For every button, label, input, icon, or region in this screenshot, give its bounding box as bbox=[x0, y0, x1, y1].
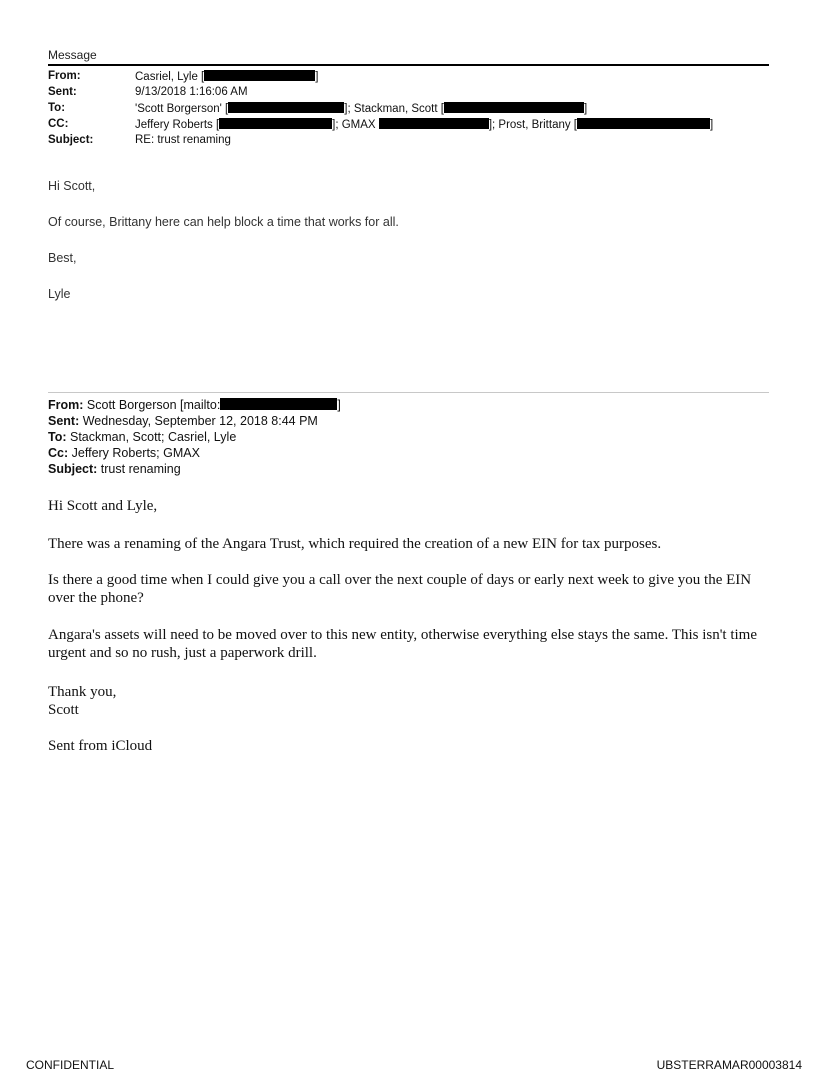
header-divider bbox=[48, 64, 769, 66]
quoted-cc-row bbox=[48, 446, 200, 460]
quoted-subject-value: trust renaming bbox=[100, 462, 181, 476]
quoted-sent-value: Wednesday, September 12, 2018 8:44 PM bbox=[82, 414, 318, 428]
header-to-recipient-1: 'Scott Borgerson' [ bbox=[135, 103, 229, 115]
redaction-bar bbox=[220, 398, 337, 410]
quote-separator bbox=[48, 392, 769, 393]
quoted-thanks: Thank you, bbox=[48, 684, 117, 700]
redaction-bar bbox=[204, 70, 315, 81]
redaction-bar bbox=[219, 118, 332, 129]
quoted-subject-key: Subject: bbox=[48, 462, 98, 476]
footer-bates-number: UBSTERRAMAR00003814 bbox=[656, 1058, 802, 1072]
reply-signoff: Best, bbox=[48, 251, 77, 265]
redaction-bar bbox=[228, 102, 344, 113]
quoted-sent-key: Sent: bbox=[48, 414, 80, 428]
header-sent-row bbox=[48, 86, 778, 102]
header-from-row: From: Casriel, Lyle [ ] bbox=[48, 70, 319, 83]
header-subject-value: RE: trust renaming bbox=[135, 134, 231, 146]
header-to-recipient-2: ]; Stackman, Scott [ bbox=[344, 103, 444, 115]
header-sent-key: Sent: bbox=[48, 86, 77, 98]
quoted-sent-row bbox=[48, 414, 318, 428]
quoted-to-row bbox=[48, 430, 236, 444]
quoted-paragraph-1: There was a renaming of the Angara Trust, which required the creation of a new EIN for tax purposes. bbox=[48, 536, 662, 552]
header-subject-key: Subject: bbox=[48, 134, 94, 146]
quoted-paragraph-2: Is there a good time when I could give you a call over the next couple of days or early next week to give you the EIN over the phone? bbox=[48, 572, 752, 606]
header-to-row: To: 'Scott Borgerson' [ ]; Stackman, Scott [ ] bbox=[48, 102, 588, 115]
header-cc-recipient-2: ]; GMAX bbox=[332, 119, 376, 131]
header-cc-row: CC: Jeffery Roberts [ ]; GMAX ]; Prost, Brittany [ ] bbox=[48, 118, 714, 131]
header-sent-value: 9/13/2018 1:16:06 AM bbox=[135, 86, 248, 98]
quoted-cc-key: Cc: bbox=[48, 446, 69, 460]
quoted-paragraph-3: Angara's assets will need to be moved over to this new entity, otherwise everything else stays the same. This isn't time urgent and so no rush, just a paperwork drill. bbox=[48, 627, 758, 661]
message-label: Message bbox=[48, 48, 97, 62]
quoted-greeting: Hi Scott and Lyle, bbox=[48, 498, 158, 514]
header-cc-recipient-3: ]; Prost, Brittany [ bbox=[488, 119, 578, 131]
redaction-bar bbox=[379, 118, 489, 129]
quoted-from-row: From: Scott Borgerson [mailto: ] bbox=[48, 398, 341, 412]
quoted-to-key: To: bbox=[48, 430, 67, 444]
redaction-bar bbox=[444, 102, 584, 113]
reply-name: Lyle bbox=[48, 287, 71, 301]
header-from-key: From: bbox=[48, 70, 81, 82]
quoted-from-key: From: bbox=[48, 398, 84, 412]
quoted-from-value: Scott Borgerson [mailto: bbox=[86, 398, 221, 412]
footer-confidential: CONFIDENTIAL bbox=[26, 1058, 115, 1072]
reply-line: Of course, Brittany here can help block a time that works for all. bbox=[48, 215, 399, 229]
header-to-key: To: bbox=[48, 102, 66, 114]
quoted-subject-row bbox=[48, 462, 181, 476]
redaction-bar bbox=[577, 118, 710, 129]
quoted-to-value: Stackman, Scott; Casriel, Lyle bbox=[70, 430, 237, 444]
quoted-signature: Scott bbox=[48, 702, 79, 718]
header-from-name: Casriel, Lyle [ bbox=[135, 71, 205, 83]
header-cc-recipient-1: Jeffery Roberts [ bbox=[135, 119, 220, 131]
quoted-sent-from: Sent from iCloud bbox=[48, 738, 153, 754]
header-cc-key: CC: bbox=[48, 118, 69, 130]
quoted-cc-value: Jeffery Roberts; GMAX bbox=[71, 446, 200, 460]
header-subject-row bbox=[48, 134, 778, 150]
reply-greeting: Hi Scott, bbox=[48, 179, 96, 193]
